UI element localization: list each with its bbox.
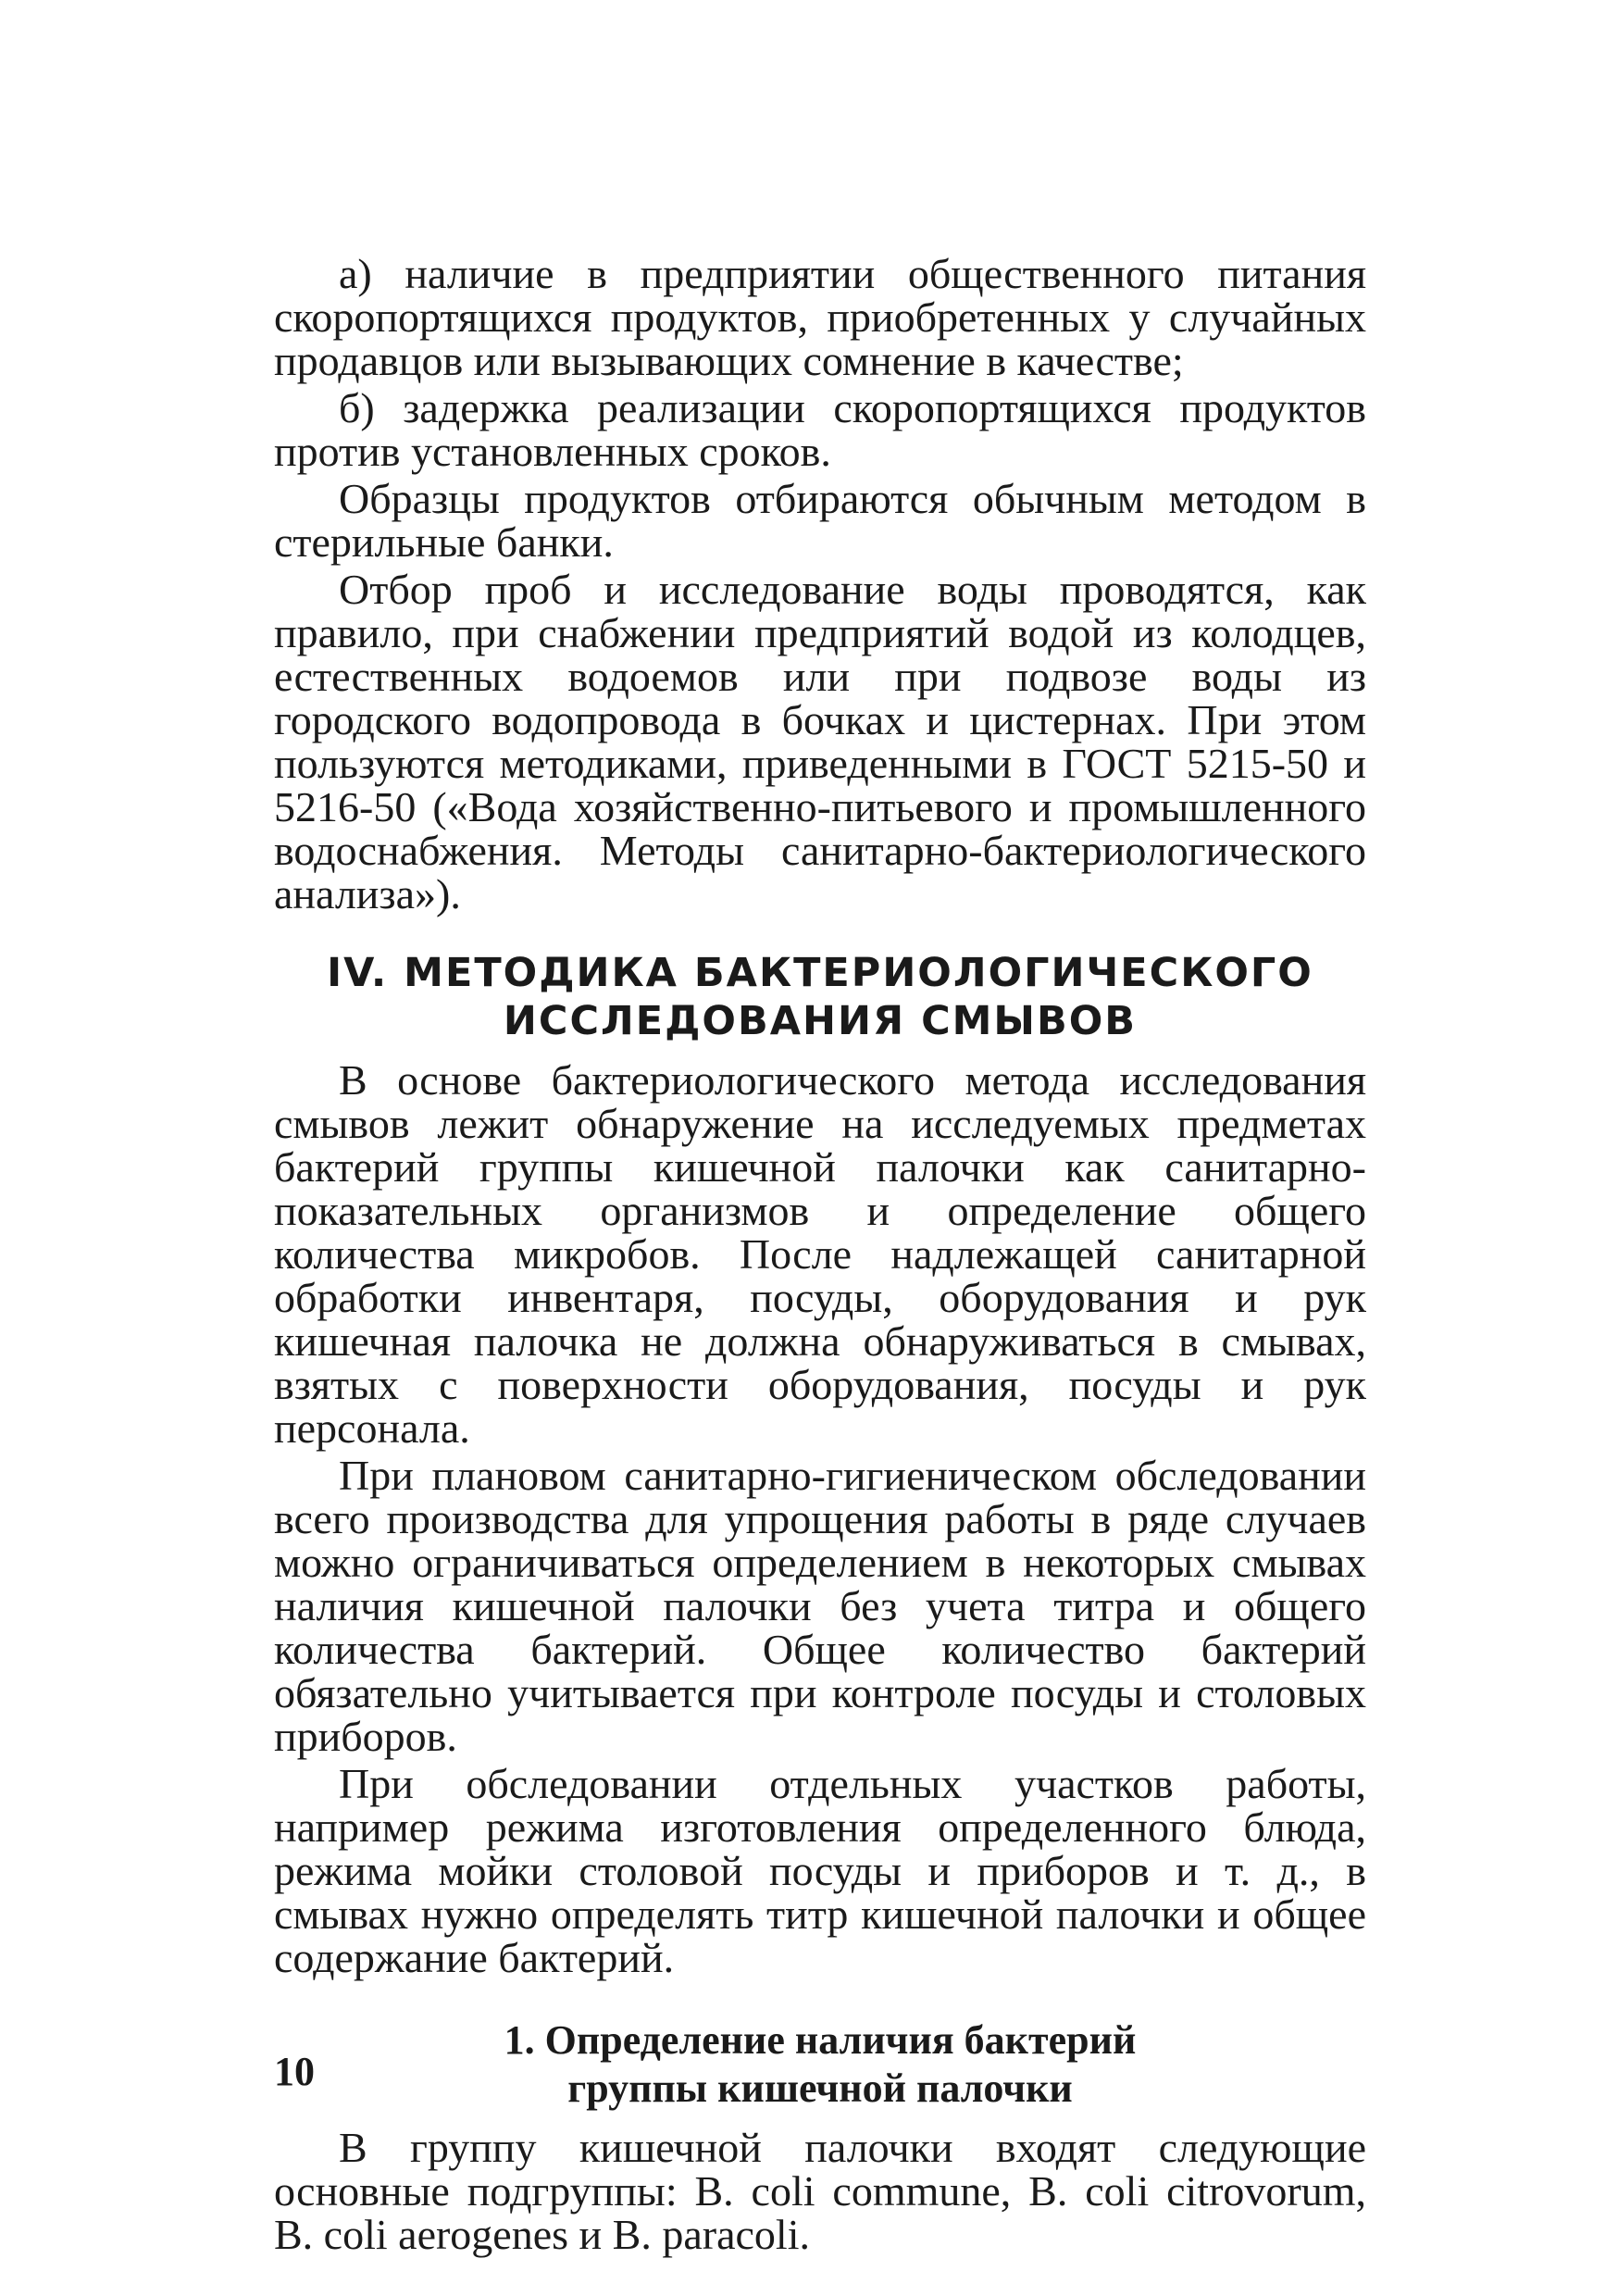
page-number: 10: [274, 2049, 315, 2094]
paragraph-water: Отбор проб и исследование воды проводятся, как правило, при снабжении предприятий водой из колодцев, естественных водоемов или при подвозе воды из городского водопровода в бочках и цистернах. При этом пользуются методиками, приведенными в ГОСТ 5215-50 и 5216-50 («Вода хозяйственно-питьевого и промышленного водоснабжения. Методы санитарно-бактериологического анализа»).: [274, 566, 1366, 917]
paragraph-planned: При плановом санитарно-гигиеническом обследовании всего производства для упрощения работы в ряде случаев можно ограничиваться определением в некоторых смывах наличия кишечной палочки без учета титра и общего количества бактерий. Общее количество бактерий обязательно учитывается при контроле посуды и столовых приборов.: [274, 1452, 1366, 1760]
section-heading-line-1: IV. МЕТОДИКА БАКТЕРИОЛОГИЧЕСКОГО: [327, 950, 1313, 996]
paragraph-group: В группу кишечной палочки входят следующие основные подгруппы: B. coli commune, B. coli citrovorum, B. coli aerogenes и B. paracoli.: [274, 2124, 1366, 2258]
paragraph-method-basis: В основе бактериологического метода исследования смывов лежит обнаружение на исследуемых предметах бактерий группы кишечной палочки как санитарно-показательных организмов и определение общего количества микробов. После надлежащей санитарной обработки инвентаря, посуды, оборудования и рук кишечная палочка не должна обнаруживаться в смывах, взятых с поверхности оборудования, посуды и рук персонала.: [274, 1056, 1366, 1452]
section-heading-line-2: ИССЛЕДОВАНИЯ СМЫВОВ: [503, 998, 1138, 1044]
page-body: [274, 252, 1366, 2260]
list-item-b: б) задержка реализации скоропортящихся продуктов против установленных сроков.: [274, 384, 1366, 475]
subsection-heading-line-2: группы кишечной палочки: [567, 2065, 1073, 2111]
paragraph-samples: Образцы продуктов отбираются обычным методом в стерильные банки.: [274, 475, 1366, 566]
subsection-heading: [274, 2016, 1366, 2113]
paragraph-sections: При обследовании отдельных участков работы, например режима изготовления определенного блюда, режима мойки столовой посуды и приборов и т. д., в смывах нужно определять титр кишечной палочки и общее содержание бактерий.: [274, 1760, 1366, 1981]
section-heading: [274, 949, 1366, 1045]
subsection-heading-line-1: 1. Определение наличия бактерий: [504, 2017, 1137, 2063]
list-item-a: а) наличие в предприятии общественного питания скоропортящихся продуктов, приобретенных у случайных продавцов или вызывающих сомнение в качестве;: [274, 250, 1366, 384]
